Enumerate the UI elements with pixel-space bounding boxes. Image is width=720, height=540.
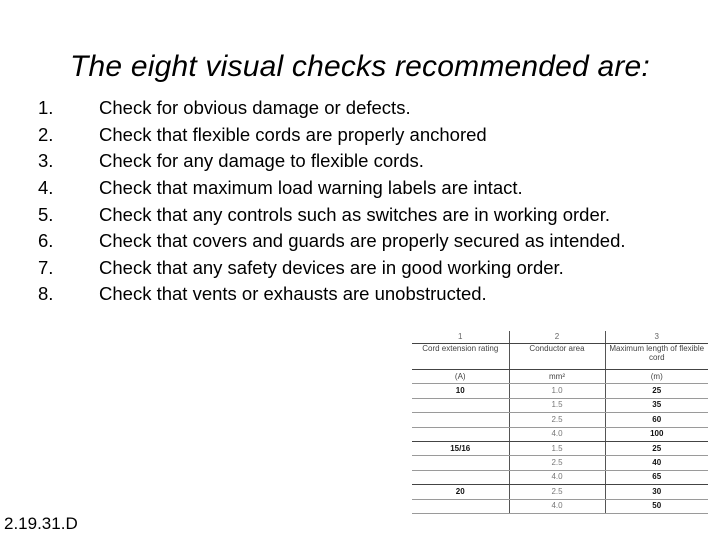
rating-cell: 10 [412,384,509,398]
area-cell: 1.5 [509,398,605,412]
list-item [38,228,708,255]
unit-label: (A) [412,370,509,384]
table-row [412,470,708,484]
table-row [412,456,708,470]
length-cell: 60 [605,413,708,427]
table-row [412,413,708,427]
table-row [412,427,708,441]
column-header: Maximum length of flexible cord [605,344,708,370]
rating-cell: 15/16 [412,441,509,455]
length-cell: 25 [605,441,708,455]
rating-cell [412,427,509,441]
rating-cell [412,398,509,412]
cord-length-table [412,331,708,514]
item-text: Check for any damage to flexible cords. [99,150,424,172]
item-number: 2. [38,123,54,145]
item-number: 7. [38,256,54,278]
list-item [38,255,708,282]
area-cell: 4.0 [509,470,605,484]
area-cell: 1.5 [509,441,605,455]
area-cell: 2.5 [509,456,605,470]
table-row [412,398,708,412]
item-text: Check for obvious damage or defects. [99,97,411,119]
item-text: Check that any controls such as switches are in working order. [99,203,611,225]
column-number: 2 [509,331,605,344]
table-row [412,485,708,499]
slide-title: The eight visual checks recommended are: [70,50,650,83]
column-number: 1 [412,331,509,344]
rating-cell [412,413,509,427]
rating-cell [412,499,509,513]
table-column-numbers [412,331,708,344]
list-item [38,95,708,122]
item-number: 8. [38,283,54,305]
length-cell: 40 [605,456,708,470]
rating-cell [412,470,509,484]
reference-code: 2.19.31.D [4,514,78,533]
area-cell: 2.5 [509,485,605,499]
length-cell: 65 [605,470,708,484]
rating-cell [412,456,509,470]
unit-label: mm² [509,370,605,384]
list-item [38,148,708,175]
list-item [38,281,708,308]
length-cell: 35 [605,398,708,412]
length-cell: 50 [605,499,708,513]
item-number: 1. [38,97,54,119]
table-header [412,344,708,370]
unit-label: (m) [605,370,708,384]
area-cell: 2.5 [509,413,605,427]
list-item [38,175,708,202]
column-header: Cord extension rating [412,344,509,370]
rating-cell: 20 [412,485,509,499]
table-row [412,441,708,455]
item-text: Check that maximum load warning labels are intact. [99,177,523,199]
table-row [412,384,708,398]
area-cell: 1.0 [509,384,605,398]
item-text: Check that flexible cords are properly anchored [99,123,487,145]
area-cell: 4.0 [509,427,605,441]
item-number: 3. [38,150,54,172]
item-number: 4. [38,177,54,199]
item-text: Check that vents or exhausts are unobstructed. [99,283,487,305]
list-item [38,122,708,149]
area-cell: 4.0 [509,499,605,513]
column-header: Conductor area [509,344,605,370]
length-cell: 25 [605,384,708,398]
item-text: Check that any safety devices are in good working order. [99,256,564,278]
item-text: Check that covers and guards are properly secured as intended. [99,230,626,252]
column-number: 3 [605,331,708,344]
item-number: 6. [38,230,54,252]
visual-checks-list [38,95,708,308]
table-row [412,499,708,513]
item-number: 5. [38,203,54,225]
table-units-row [412,370,708,384]
length-cell: 30 [605,485,708,499]
list-item [38,201,708,228]
length-cell: 100 [605,427,708,441]
